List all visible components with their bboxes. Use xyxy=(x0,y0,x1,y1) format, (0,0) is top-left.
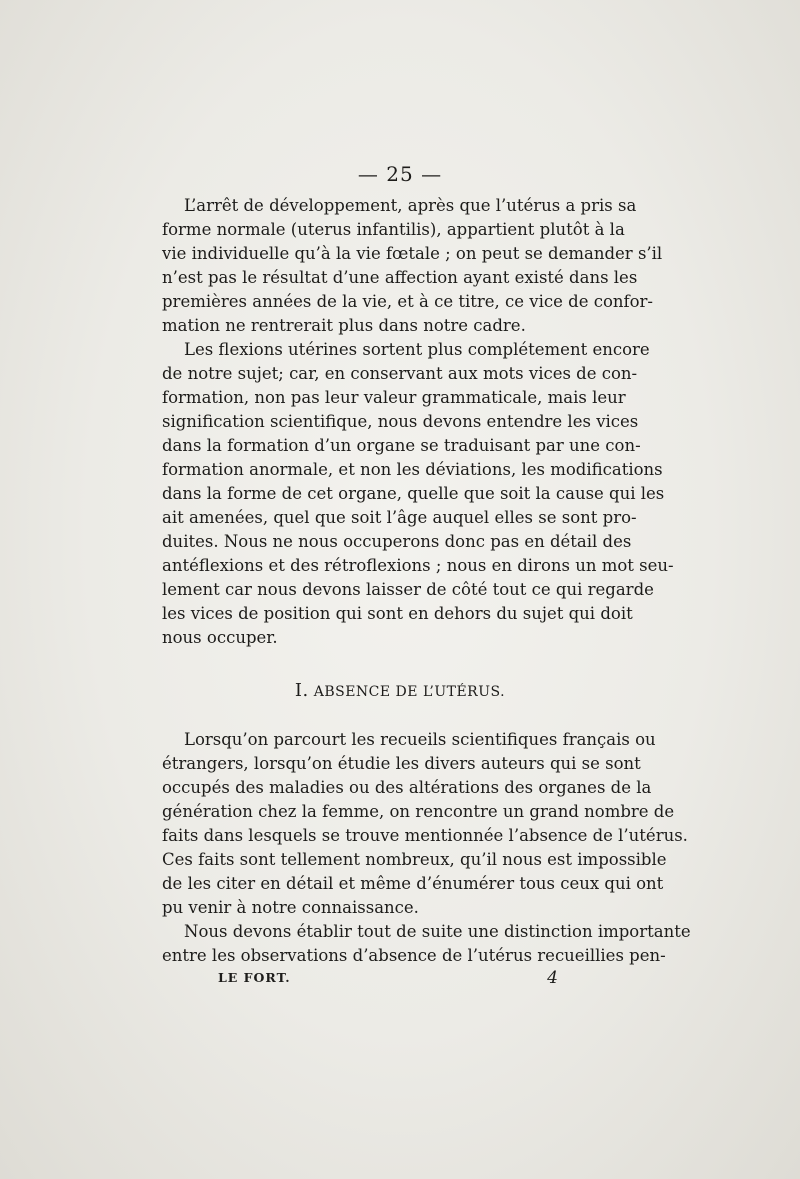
text-line: occupés des maladies ou des altérations des organes de la xyxy=(162,778,652,797)
text-line: formation, non pas leur valeur grammaticale, mais leur xyxy=(162,388,626,407)
text-line: duites. Nous ne nous occuperons donc pas en détail des xyxy=(162,532,632,551)
text-line: entre les observations d’absence de l’utérus recueillies pen- xyxy=(162,946,666,965)
body-text-top xyxy=(162,194,674,650)
text-line: Nous devons établir tout de suite une distinction importante xyxy=(184,922,691,941)
text-line: vie individuelle qu’à la vie fœtale ; on peut se demander s’il xyxy=(162,244,663,263)
text-line: forme normale (uterus infantilis), appartient plutôt à la xyxy=(162,220,625,239)
text-line: faits dans lesquels se trouve mentionnée l’absence de l’utérus. xyxy=(162,826,688,845)
text-line: pu venir à notre connaissance. xyxy=(162,898,419,917)
text-line: signification scientifique, nous devons entendre les vices xyxy=(162,412,639,431)
text-line: formation anormale, et non les déviations, les modifications xyxy=(162,460,663,479)
text-line: premières années de la vie, et à ce titre, ce vice de confor- xyxy=(162,292,654,311)
text-line: nous occuper. xyxy=(162,628,278,647)
text-line: ait amenées, quel que soit l’âge auquel elles se sont pro- xyxy=(162,508,637,527)
text-line: de notre sujet; car, en conservant aux mots vices de con- xyxy=(162,364,638,383)
section-numeral: I. xyxy=(294,680,309,701)
text-line: Les flexions utérines sortent plus complétement encore xyxy=(184,340,650,359)
text-line: mation ne rentrerait plus dans notre cadre. xyxy=(162,316,526,335)
text-line: Ces faits sont tellement nombreux, qu’il nous est impossible xyxy=(162,850,667,869)
text-line: L’arrêt de développement, après que l’utérus a pris sa xyxy=(184,196,637,215)
footer-author: LE FORT. xyxy=(218,970,291,985)
text-line: antéflexions et des rétroflexions ; nous en dirons un mot seu- xyxy=(162,556,674,575)
text-line: génération chez la femme, on rencontre un grand nombre de xyxy=(162,802,675,821)
text-line: dans la formation d’un organe se traduisant par une con- xyxy=(162,436,641,455)
page-number: — 25 — xyxy=(357,162,443,186)
text-line: étrangers, lorsqu’on étudie les divers auteurs qui se sont xyxy=(162,754,641,773)
text-line: Lorsqu’on parcourt les recueils scientifiques français ou xyxy=(184,730,656,749)
body-text-bottom xyxy=(162,728,691,968)
text-line: lement car nous devons laisser de côté tout ce qui regarde xyxy=(162,580,654,599)
text-line: dans la forme de cet organe, quelle que soit la cause qui les xyxy=(162,484,665,503)
text-line: les vices de position qui sont en dehors du sujet qui doit xyxy=(162,604,633,623)
signature-mark: 4 xyxy=(547,968,558,988)
text-line: de les citer en détail et même d’énumérer tous ceux qui ont xyxy=(162,874,664,893)
page-footer xyxy=(218,970,558,994)
section-heading-text: ABSENCE DE L’UTÉRUS. xyxy=(313,684,506,700)
section-heading xyxy=(0,680,800,701)
text-line: n’est pas le résultat d’une affection ayant existé dans les xyxy=(162,268,638,287)
